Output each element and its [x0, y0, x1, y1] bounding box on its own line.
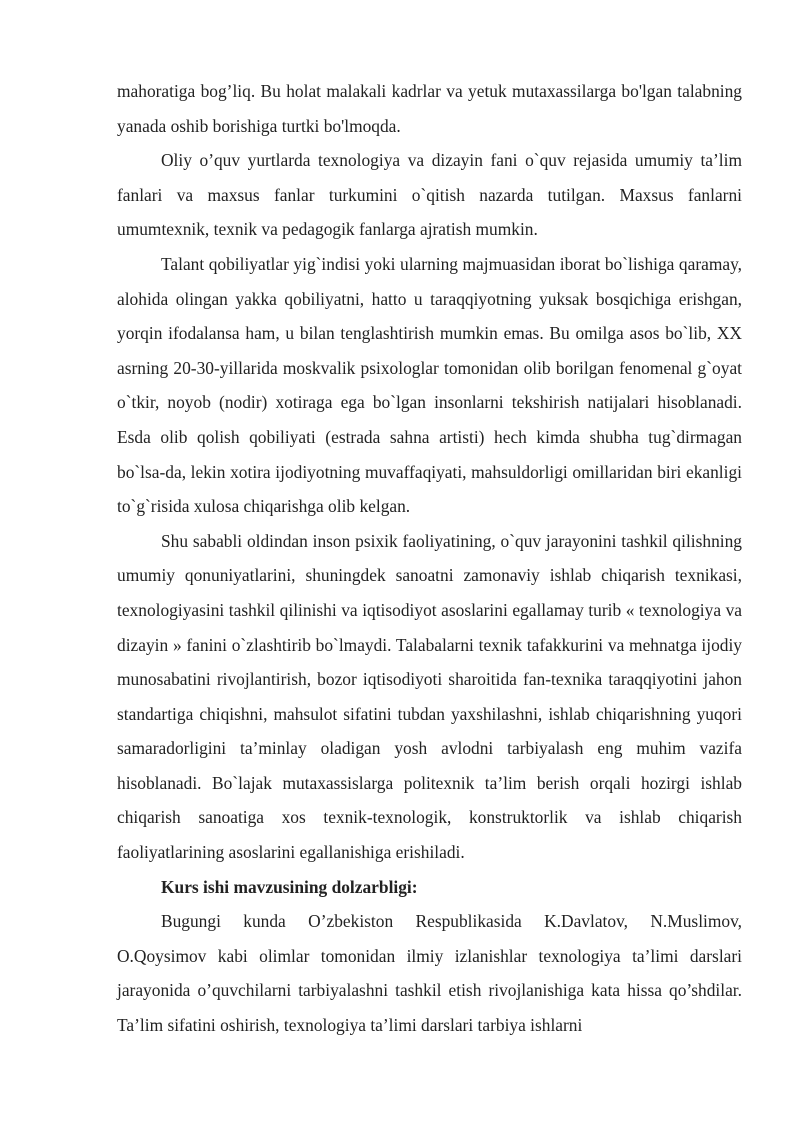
section-heading: Kurs ishi mavzusining dolzarbligi: — [161, 876, 418, 897]
paragraph-technical-education: Shu sababli oldindan inson psixik faoliyatining, o`quv jarayonini tashkil qilishning umumiy qonuniyatlarini, shuningdek sanoatni zamonaviy ishlab chiqarish texnikasi, texnologiyasini tashkil qilinishi va iqtisodiyot asoslarini egallamay turib « texnologiya va dizayin » fanini o`zlashtirib bo`lmaydi. Talabalarni texnik tafakkurini va mehnatga ijodiy munosabatini rivojlantirish, bozor iqtisodiyoti sharoitida fan-texnika taraqqiyotini jahon standartiga chiqishni, mahsulot sifatini tubdan yaxshilashni, ishlab chiqarishning yuqori samaradorligini ta’minlay oladigan yosh avlodni tarbiyalash eng muhim vazifa hisoblanadi. Bo`lajak mutaxassislarga politexnik ta’lim berish orqali hozirgi ishlab chiqarish sanoatiga xos texnik-texnologik, konstruktorlik va ishlab chiqarish faoliyatlarining asoslarini egallanishiga erishiladi. — [117, 530, 742, 863]
paragraph-curriculum: Oliy o’quv yurtlarda texnologiya va dizayin fani o`quv rejasida umumiy ta’lim fanlari va maxsus fanlar turkumini o`qitish nazarda tutilgan. Maxsus fanlarni umumtexnik, texnik va pedagogik fanlarga ajratish mumkin. — [117, 150, 742, 240]
paragraph-talent: Talant qobiliyatlar yig`indisi yoki ularning majmuasidan iborat bo`lishiga qaramay, alohida olingan yakka qobiliyatni, hatto u taraqqiyotning yuksak bosqichiga erishgan, yorqin ifodalansa ham, u bilan tenglashtirish mumkin emas. Bu omilga asos bo`lib, XX asrning 20-30-yillarida moskvalik psixologlar tomonidan olib borilgan fenomenal g`oyat o`tkir, noyob (nodir) xotiraga ega bo`lgan insonlarni tekshirish natijalari hisoblanadi. Esda olib qolish qobiliyati (estrada sahna artisti) hech kimda shubha tug`dirmagan bo`lsa-da, lekin xotira ijodiyotning muvaffaqiyati, mahsuldorligi omillaridan biri ekanligi to`g`risida xulosa chiqarishga olib kelgan. — [117, 253, 742, 517]
paragraph-continuation: mahoratiga bog’liq. Bu holat malakali kadrlar va yetuk mutaxassilarga bo'lgan talabning yanada oshib borishiga turtki bo'lmoqda. — [117, 81, 742, 136]
paragraph-relevance: Bugungi kunda O’zbekiston Respublikasida K.Davlatov, N.Muslimov, O.Qoysimov kabi olimlar tomonidan ilmiy izlanishlar texnologiya ta’limi darslari jarayonida o’quvchilarni tarbiyalashni tashkil etish rivojlanishiga kata hissa qo’shdilar. Ta’lim sifatini oshirish, texnologiya ta’limi darslari tarbiya ishlarni — [117, 911, 742, 1036]
document-body — [117, 74, 742, 1043]
